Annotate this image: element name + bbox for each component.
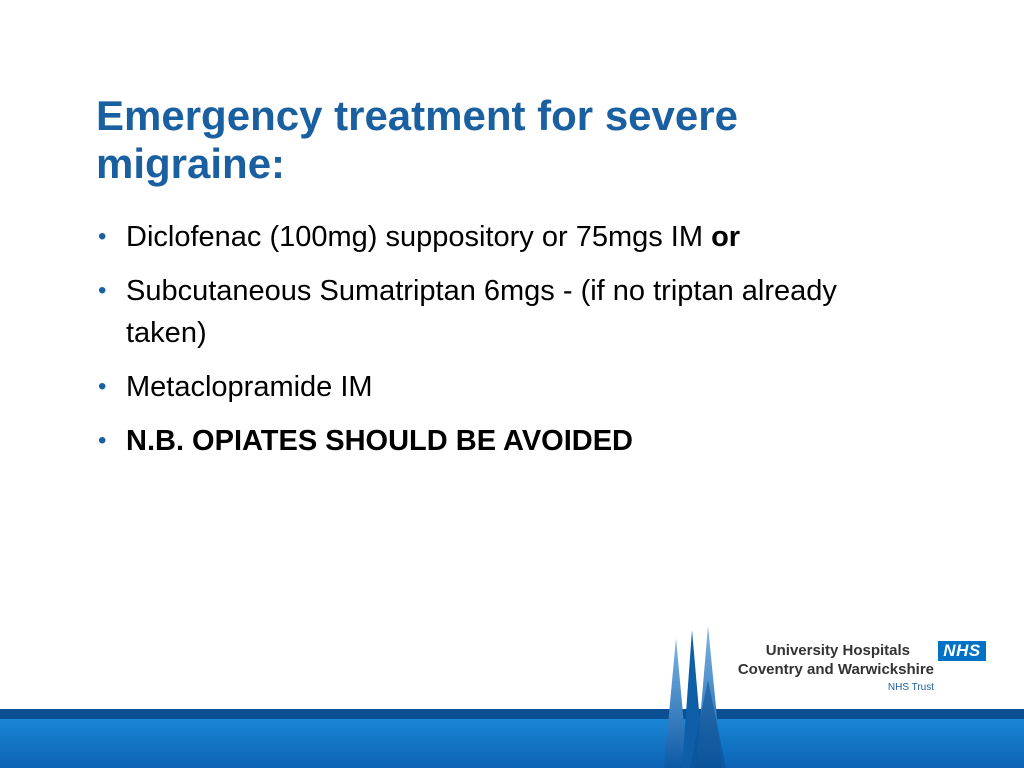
bullet-item-opiates-warning	[98, 420, 918, 462]
org-name-line2: Coventry and Warwickshire	[737, 661, 934, 678]
slide-title: Emergency treatment for severe migraine:	[96, 92, 738, 187]
bullet-icon: •	[98, 427, 107, 454]
nhs-badge: NHS	[938, 641, 986, 661]
bullet-text: Subcutaneous Sumatriptan 6mgs - (if no triptan already taken)	[126, 275, 837, 349]
nhs-trust-label: NHS Trust	[887, 682, 934, 693]
footer-bar-dark	[0, 709, 1024, 719]
bullet-text: Metaclopramide IM	[126, 371, 373, 403]
org-name-line1: University Hospitals	[765, 642, 910, 659]
bullet-list	[98, 216, 918, 474]
bullet-text-bold: or	[711, 221, 741, 253]
bullet-item-sumatriptan	[98, 270, 918, 354]
bullet-icon: •	[98, 223, 107, 250]
nhs-trust-logo	[737, 638, 1000, 698]
cathedral-spires-icon	[650, 620, 750, 768]
bullet-item-metaclopramide	[98, 366, 918, 408]
bullet-icon: •	[98, 373, 107, 400]
bullet-text: N.B. OPIATES SHOULD BE AVOIDED	[126, 425, 634, 457]
bullet-icon: •	[98, 277, 107, 304]
bullet-item-diclofenac	[98, 216, 918, 258]
footer-bar	[0, 719, 1024, 768]
bullet-text: Diclofenac (100mg) suppository or 75mgs IM	[126, 221, 712, 253]
